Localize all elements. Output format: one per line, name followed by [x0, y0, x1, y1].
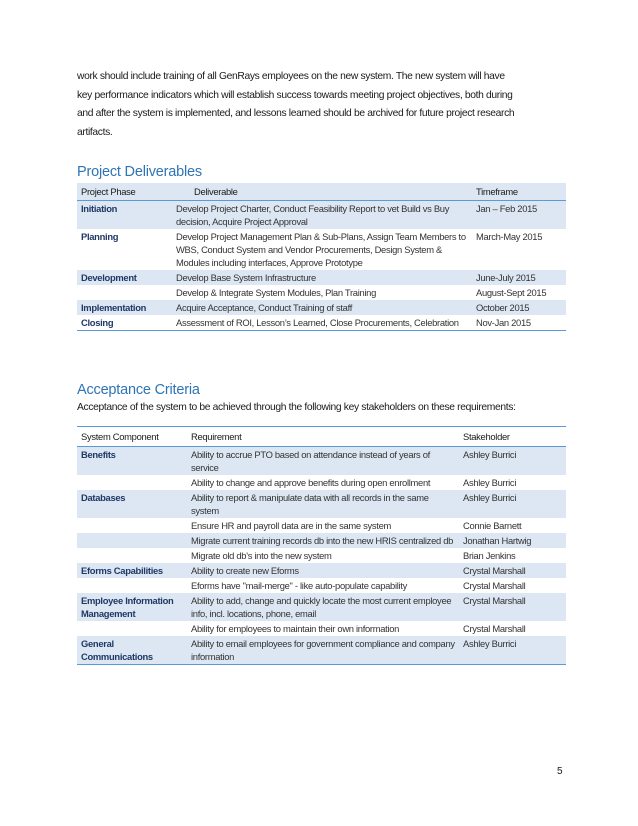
column-header-requirement: Requirement [187, 427, 459, 447]
component-cell [77, 548, 187, 563]
requirement-cell: Ability to accrue PTO based on attendance instead of years of service [187, 447, 459, 476]
table-row [77, 593, 566, 621]
timeframe-cell: Nov-Jan 2015 [472, 315, 566, 331]
deliverable-cell: Develop Base System Infrastructure [172, 270, 472, 285]
column-header-deliverable: Deliverable [172, 183, 472, 201]
stakeholder-cell: Ashley Burrici [463, 477, 517, 488]
phase-cell: Planning [81, 231, 119, 242]
project-deliverables-heading: Project Deliverables [77, 164, 202, 180]
requirement-cell: Eforms have "mail-merge" - like auto-populate capability [191, 580, 408, 591]
acceptance-intro: Acceptance of the system to be achieved through the following key stakeholders on these requirements: [77, 402, 516, 413]
table-row [77, 518, 566, 533]
requirement-cell: Ability to change and approve benefits during open enrollment [191, 477, 431, 488]
stakeholder-cell: Brian Jenkins [463, 550, 516, 561]
timeframe-cell: August-Sept 2015 [476, 287, 547, 298]
timeframe-cell: June-July 2015 [472, 270, 566, 285]
timeframe-cell: Jan – Feb 2015 [472, 201, 566, 230]
table-row [77, 285, 566, 300]
acceptance-criteria-heading: Acceptance Criteria [77, 382, 200, 398]
component-cell [77, 621, 187, 636]
column-header-stakeholder: Stakeholder [459, 427, 566, 447]
component-cell: Employee Information Management [77, 593, 187, 621]
component-cell [77, 533, 187, 548]
component-cell [77, 475, 187, 490]
table-row [77, 447, 566, 476]
component-cell: Eforms Capabilities [77, 563, 187, 578]
table-row [77, 563, 566, 578]
stakeholder-cell: Crystal Marshall [463, 623, 526, 634]
table-row [77, 315, 566, 331]
requirement-cell: Ensure HR and payroll data are in the same system [191, 520, 391, 531]
requirement-cell: Ability to add, change and quickly locate the most current employee info, incl. locations, phone, email [187, 593, 459, 621]
stakeholder-cell: Crystal Marshall [459, 593, 566, 621]
stakeholder-cell: Connie Barnett [463, 520, 522, 531]
timeframe-cell: October 2015 [472, 300, 566, 315]
stakeholder-cell: Crystal Marshall [463, 580, 526, 591]
intro-line: artifacts. [77, 126, 113, 138]
requirement-cell: Ability for employees to maintain their own information [191, 623, 400, 634]
stakeholder-cell: Ashley Burrici [459, 636, 566, 665]
stakeholder-cell: Crystal Marshall [459, 563, 566, 578]
table-row [77, 270, 566, 285]
intro-line: key performance indicators which will establish success towards meeting project objectives, both during [77, 89, 513, 101]
phase-cell [77, 285, 172, 300]
table-row [77, 229, 566, 270]
component-cell: Benefits [77, 447, 187, 476]
table-row [77, 578, 566, 593]
deliverable-cell: Acquire Acceptance, Conduct Training of staff [172, 300, 472, 315]
intro-line: and after the system is implemented, and lessons learned should be archived for future project research [77, 108, 515, 119]
phase-cell: Initiation [77, 201, 172, 230]
phase-cell: Closing [77, 315, 172, 331]
deliverable-cell: Develop Project Charter, Conduct Feasibility Report to vet Build vs Buy decision, Acquire Project Approval [172, 201, 472, 230]
stakeholder-cell: Ashley Burrici [459, 447, 566, 476]
table-row [77, 300, 566, 315]
component-cell [77, 578, 187, 593]
deliverables-table [77, 183, 566, 331]
column-header-phase: Project Phase [77, 183, 172, 201]
deliverable-cell: Assessment of ROI, Lesson’s Learned, Close Procurements, Celebration [172, 315, 472, 331]
phase-cell: Implementation [77, 300, 172, 315]
deliverable-cell: Develop & Integrate System Modules, Plan Training [176, 287, 376, 298]
table-row [77, 475, 566, 490]
phase-cell: Development [77, 270, 172, 285]
requirement-cell: Ability to email employees for government compliance and company information [187, 636, 459, 665]
requirement-cell: Ability to report & manipulate data with all records in the same system [187, 490, 459, 518]
timeframe-cell: March-May 2015 [476, 231, 543, 242]
stakeholder-cell: Ashley Burrici [459, 490, 566, 518]
deliverable-cell: Develop Project Management Plan & Sub-Plans, Assign Team Members to WBS, Conduct System and Vendor Procurements, Design System & Modules including interfaces, Approve Prototype [176, 231, 466, 268]
table-header-row [77, 427, 566, 447]
requirement-cell: Migrate old db's into the new system [191, 550, 332, 561]
stakeholder-cell: Jonathan Hartwig [459, 533, 566, 548]
component-cell: Databases [77, 490, 187, 518]
page-number: 5 [557, 766, 563, 777]
table-row [77, 548, 566, 563]
column-header-component: System Component [77, 427, 187, 447]
table-header-row [77, 183, 566, 201]
table-row [77, 533, 566, 548]
intro-line: work should include training of all GenRays employees on the new system. The new system will have [77, 71, 505, 82]
component-cell: General Communications [77, 636, 187, 665]
requirement-cell: Migrate current training records db into the new HRIS centralized db [187, 533, 459, 548]
component-cell [77, 518, 187, 533]
intro-paragraph [77, 68, 567, 142]
acceptance-table [77, 426, 566, 665]
table-row [77, 201, 566, 230]
requirement-cell: Ability to create new Eforms [187, 563, 459, 578]
table-row [77, 636, 566, 665]
table-row [77, 490, 566, 518]
table-row [77, 621, 566, 636]
column-header-timeframe: Timeframe [472, 183, 566, 201]
